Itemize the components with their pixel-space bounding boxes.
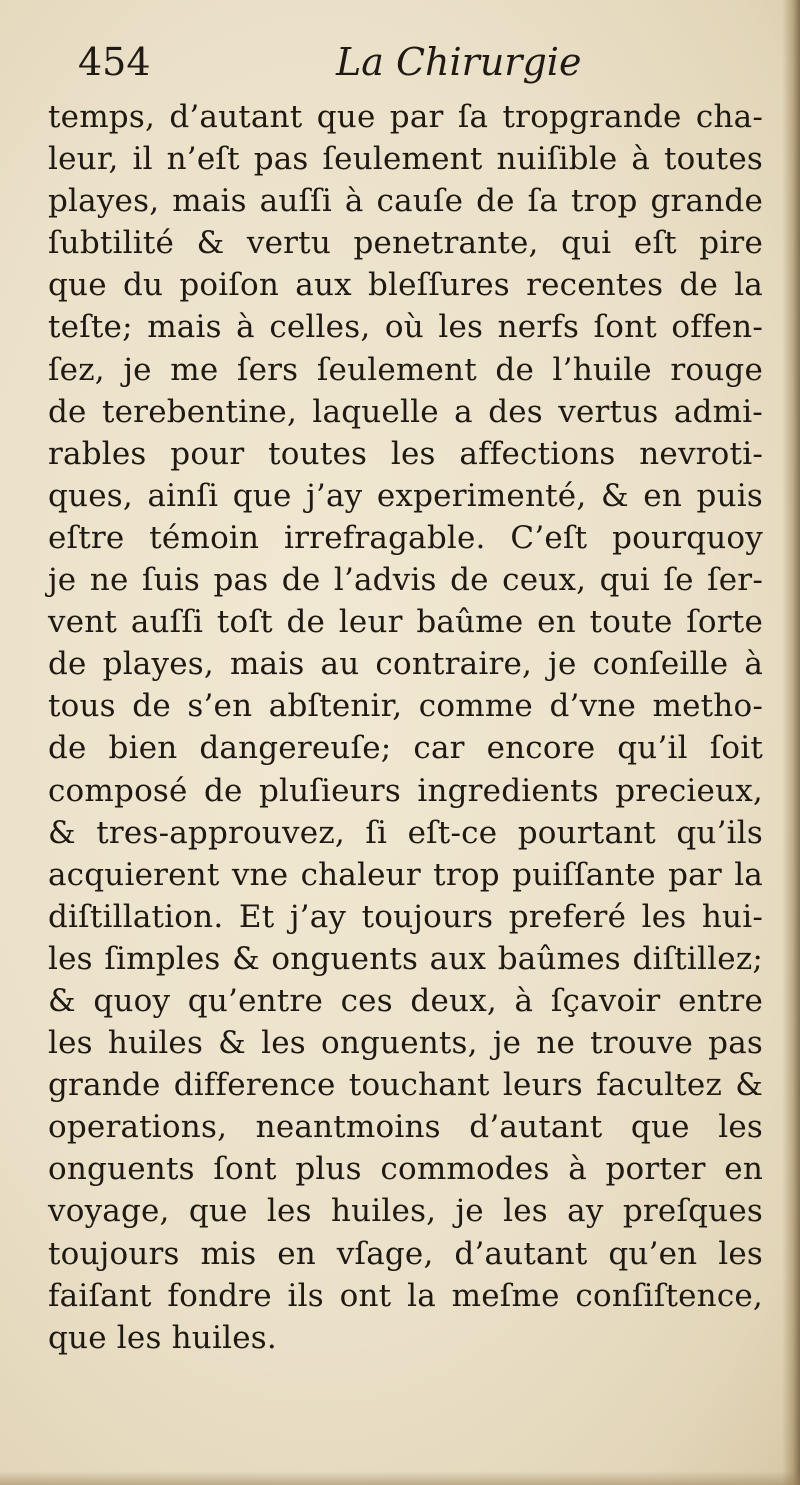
text-line: vent auſſi toſt de leur baûme en toute ſorte	[48, 604, 763, 641]
text-line: ſez, je me ſers ſeulement de l’huile rouge	[48, 351, 763, 388]
page-number: 454	[78, 40, 151, 84]
text-line: leur, il n’eſt pas ſeulement nuiſible à toutes	[48, 141, 763, 178]
text-line: composé de pluſieurs ingredients precieux,	[48, 772, 763, 809]
running-title: La Chirurgie	[336, 40, 582, 84]
text-line: que les huiles.	[48, 1319, 277, 1356]
text-line: & tres-approuvez, ſi eſt-ce pourtant qu’ils	[48, 814, 763, 851]
text-line: teſte; mais à celles, où les nerfs ſont offen-	[48, 309, 763, 346]
text-line: de playes, mais au contraire, je conſeille à	[48, 646, 763, 683]
text-line: les ſimples & onguents aux baûmes diſtillez;	[48, 940, 763, 977]
text-line: ques, ainſi que j’ay experimenté, & en puis	[48, 477, 763, 514]
text-line: les huiles & les onguents, je ne trouve pas	[48, 1025, 763, 1062]
text-line: tous de s’en abſtenir, comme d’vne metho-	[48, 688, 763, 725]
text-line: diſtillation. Et j’ay toujours preferé les hui-	[48, 898, 763, 935]
text-line: que du poiſon aux bleſſures recentes de la	[48, 267, 763, 304]
page-header	[78, 40, 768, 92]
text-line: & quoy qu’entre ces deux, à ſçavoir entre	[48, 982, 763, 1019]
text-line: je ne ſuis pas de l’advis de ceux, qui ſe ſer-	[48, 562, 763, 599]
text-line: operations, neantmoins d’autant que les	[48, 1109, 763, 1146]
text-line: acquierent vne chaleur trop puiſſante par la	[48, 856, 763, 893]
page-edge-shadow	[782, 0, 800, 1485]
text-line: eſtre témoin irrefragable. C’eſt pourquoy	[48, 519, 763, 556]
text-line: faiſant fondre ils ont la meſme conſiſtence,	[48, 1277, 763, 1314]
text-line: toujours mis en vſage, d’autant qu’en les	[48, 1235, 763, 1272]
text-line: de terebentine, laquelle a des vertus admi-	[48, 393, 763, 430]
text-line: rables pour toutes les affections nevroti-	[48, 435, 763, 472]
text-line: voyage, que les huiles, je les ay preſques	[48, 1193, 763, 1230]
text-line: onguents ſont plus commodes à porter en	[48, 1151, 763, 1188]
text-line: ſubtilité & vertu penetrante, qui eſt pire	[48, 225, 763, 262]
text-line: grande difference touchant leurs facultez &	[48, 1067, 763, 1104]
text-line: de bien dangereuſe; car encore qu’il ſoit	[48, 730, 763, 767]
text-line: temps, d’autant que par ſa tropgrande cha-	[48, 99, 763, 135]
text-line: playes, mais auſſi à cauſe de ſa trop grande	[48, 183, 763, 220]
body-text	[48, 96, 763, 1359]
page-bottom-shadow	[0, 1471, 800, 1485]
